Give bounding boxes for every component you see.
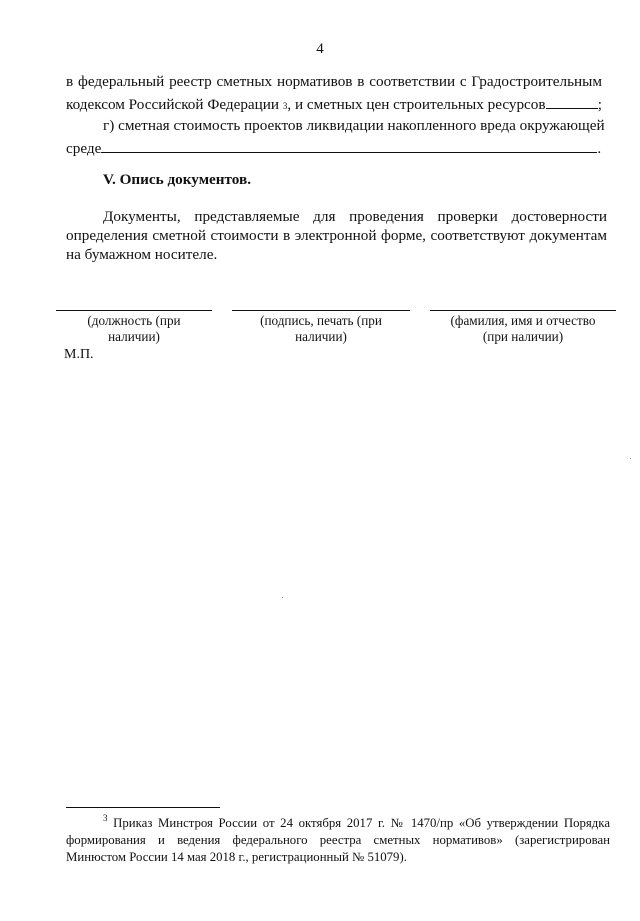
footnote	[66, 815, 610, 866]
full-name-caption	[430, 313, 616, 345]
paragraph-text: среде	[66, 140, 102, 157]
paragraph-line: Документы, представляемые для проведения проверки достоверности	[103, 208, 607, 225]
position-caption	[56, 313, 212, 345]
paragraph-text: , и сметных цен строительных ресурсов	[287, 96, 546, 113]
fill-in-blank	[546, 93, 598, 109]
full-name-signature-line	[430, 310, 616, 311]
caption-line: наличии)	[108, 329, 160, 344]
footnote-line	[66, 815, 610, 832]
signature-caption	[232, 313, 410, 345]
page-number: 4	[316, 41, 324, 57]
caption-line: наличии)	[295, 329, 347, 344]
paragraph-text: .	[597, 140, 602, 157]
footnote-line: Минюстом России 14 мая 2018 г., регистрационный № 51079).	[66, 850, 407, 864]
section-heading: V. Опись документов.	[103, 171, 252, 188]
paragraph-text: кодексом Российской Федерации	[66, 96, 283, 113]
paragraph-text: ;	[597, 96, 602, 113]
scan-speck	[630, 458, 631, 459]
fill-in-blank	[101, 137, 597, 153]
scan-speck	[282, 597, 283, 598]
stamp-place-label: М.П.	[64, 347, 94, 362]
caption-line: (фамилия, имя и отчество	[450, 313, 596, 328]
caption-line: (должность (при	[87, 313, 181, 328]
paragraph-line: определения сметной стоимости в электронной форме, соответствуют документам	[66, 227, 607, 244]
paragraph-line-with-blank	[66, 137, 602, 160]
paragraph-line: г) сметная стоимость проектов ликвидации накопленного вреда окружающей	[103, 117, 605, 134]
signature-line	[232, 310, 410, 311]
footnote-line: формирования и ведения федерального реестра сметных нормативов» (зарегистрирован	[66, 833, 610, 847]
paragraph-line: в федеральный реестр сметных нормативов в соответствии с Градостроительным	[66, 73, 602, 90]
footnote-marker: 3	[103, 813, 108, 823]
caption-line: (при наличии)	[482, 329, 564, 344]
paragraph-line: на бумажном носителе.	[66, 246, 218, 263]
footnote-text: Приказ Минстроя России от 24 октября 2017 г. № 1470/пр «Об утверждении Порядка	[113, 816, 610, 830]
position-signature-line	[56, 310, 212, 311]
footnote-separator	[66, 807, 220, 808]
paragraph-line-with-reference: кодексом Российской Федерации 3 , и сметных цен строительных ресурсов ;	[66, 93, 602, 116]
caption-line: (подпись, печать (при	[260, 313, 382, 328]
